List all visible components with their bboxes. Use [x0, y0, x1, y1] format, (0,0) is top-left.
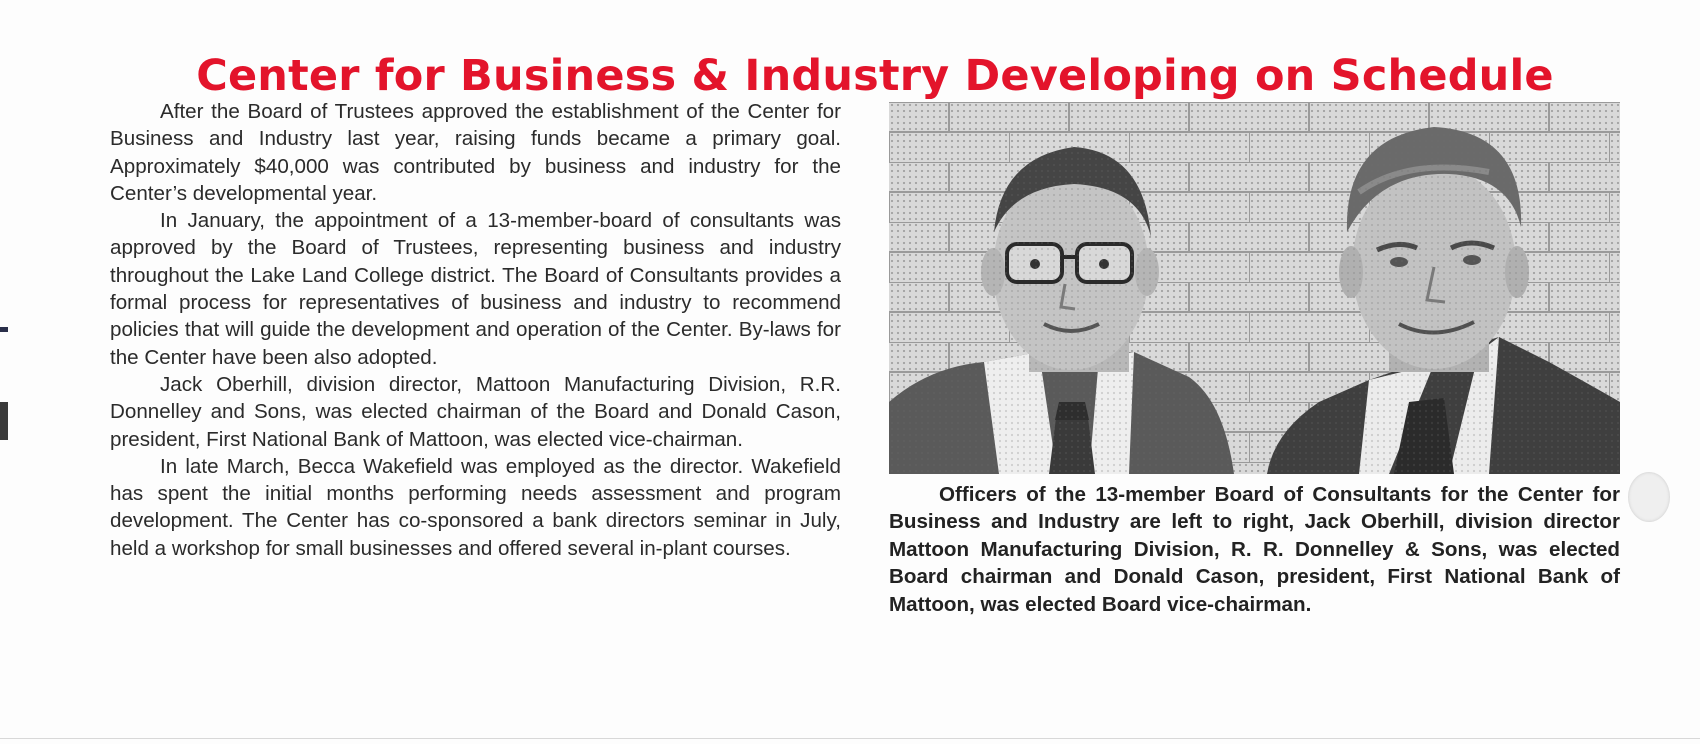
- officers-photo: [889, 102, 1620, 474]
- binding-edge-mark: [0, 402, 8, 440]
- article-paragraph: After the Board of Trustees approved the establishment of the Center for Business and Industry last year, raising funds became a primary goal. Approximately $40,000 was contributed by business and industry for the Center’s developmental year.: [110, 100, 841, 205]
- punch-hole: [1628, 472, 1670, 522]
- photo-caption: [889, 481, 1620, 618]
- page-edge-line: [0, 738, 1700, 739]
- article-paragraph: In late March, Becca Wakefield was employed as the director. Wakefield has spent the initial months performing needs assessment and program development. The Center has co-sponsored a bank directors seminar in July, held a workshop for small businesses and offered several in-plant courses.: [110, 454, 841, 560]
- article-headline: Center for Business & Industry Developing on Schedule: [196, 50, 1554, 101]
- article-paragraph: Jack Oberhill, division director, Mattoon Manufacturing Division, R.R. Donnelley and Sons, was elected chairman of the Board and Donald Cason, president, First National Bank of Mattoon, was elected vice-chairman.: [110, 372, 841, 451]
- binding-edge-mark: [0, 327, 8, 332]
- photo-caption-text: Officers of the 13-member Board of Consultants for the Center for Business and Industry are left to right, Jack Oberhill, division director Mattoon Manufacturing Division, R. R. Donnelley & Sons, was elected Board chairman and Donald Cason, president, First National Bank of Mattoon, was elected Board vice-chairman.: [889, 483, 1620, 616]
- article-body: [110, 98, 841, 562]
- article-paragraph: In January, the appointment of a 13-member-board of consultants was approved by the Board of Trustees, representing business and industry throughout the Lake Land College district. The Board of Consultants provides a formal process for representatives of business and industry to recommend policies that will guide the development and operation of the Center. By-laws for the Center have been also adopted.: [110, 209, 841, 369]
